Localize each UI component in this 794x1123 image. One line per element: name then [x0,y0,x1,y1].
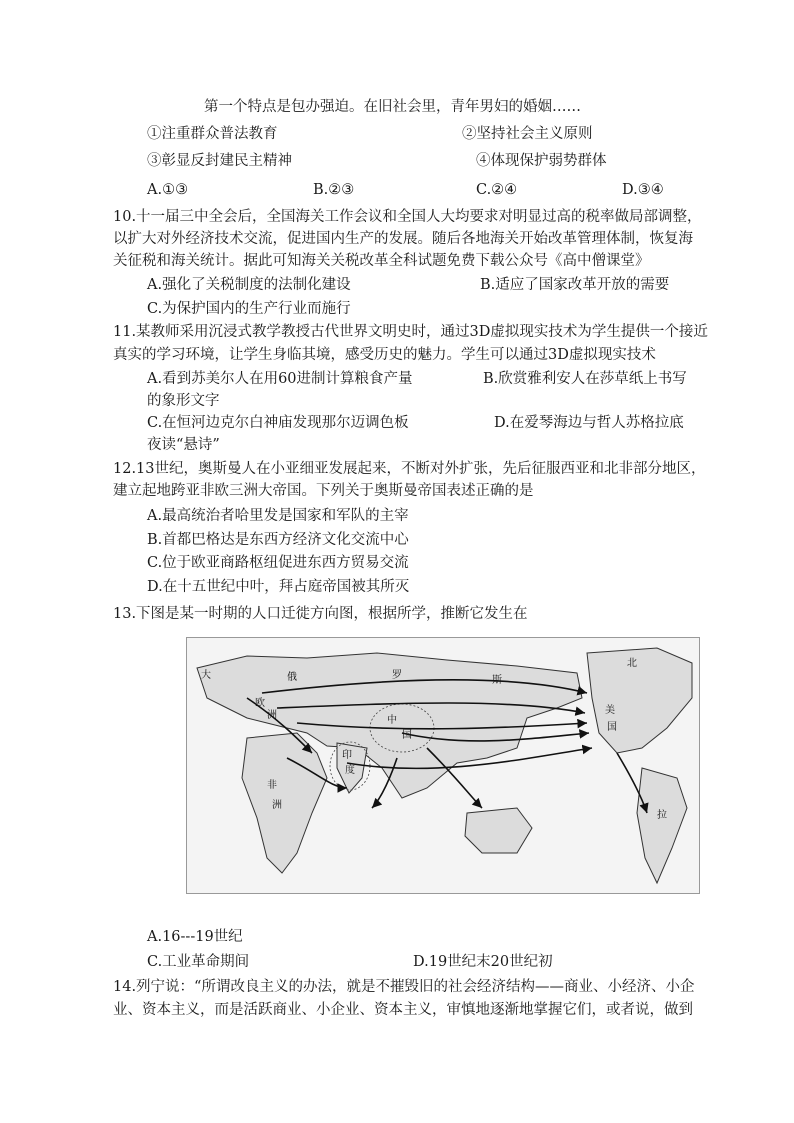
africa-landmass [242,733,327,873]
map-label-guo: 国 [402,730,412,741]
q10-line-3: 关征税和海关统计。据此可知海关关税改革全科试题免费下载公众号《高中僧课堂》 [113,253,650,269]
q9-item-1: ①注重群众普法教育 [147,126,278,142]
map-label-zhou-2: 洲 [272,800,282,811]
q10-choice-a: A.强化了关税制度的法制化建设 [147,277,351,293]
q12-choice-b: B.首都巴格达是东西方经济文化交流中心 [147,532,409,548]
map-label-la: 拉 [657,810,667,821]
map-label-guo-2: 国 [607,722,617,733]
q14-line-2: 业、资本主义，而是活跃商业、小企业、资本主义，审慎地逐渐地掌握它们，或者说，做到 [113,1002,693,1018]
map-label-fei: 非 [267,780,277,791]
q10-line-2: 以扩大对外经济技术交流，促进国内生产的发展。随后各地海关开始改革管理体制，恢复海 [113,231,693,247]
north-america-landmass [587,648,692,753]
q13-choice-a: A.16---19世纪 [147,929,243,945]
q12-choice-c: C.位于欧亚商路枢纽促进东西方贸易交流 [147,555,409,571]
q13-stem: 13.下图是某一时期的人口迁徙方向图，根据所学，推断它发生在 [113,606,528,622]
map-label-zhong: 中 [387,715,397,726]
map-label-luo: 罗 [392,670,402,681]
q10-line-1: 10.十一届三中全会后，全国海关工作会议和全国人大均要求对明显过高的税率做局部调整， [113,209,702,225]
migration-map [186,637,700,894]
q9-item-2: ②坚持社会主义原则 [462,126,593,142]
q9-choice-d: D.③④ [622,182,664,198]
map-label-du: 度 [345,765,355,776]
q9-item-3: ③彰显反封建民主精神 [147,153,292,169]
map-label-bei: 北 [627,658,637,669]
q11-line-2: 真实的学习环境，让学生身临其境，感受历史的魅力。学生可以通过3D虚拟现实技术 [113,347,656,363]
q11-choice-c-cont: 夜读“悬诗” [147,437,220,453]
q9-choice-b: B.②③ [313,182,355,198]
q12-choice-a: A.最高统治者哈里发是国家和军队的主宰 [147,508,409,524]
q10-choice-c: C.为保护国内的生产行业而施行 [147,301,351,317]
q11-choice-b: B.欣赏雅利安人在莎草纸上书写 [483,371,687,387]
q11-choice-c: C.在恒河边克尔白神庙发现那尔迈调色板 [147,415,409,431]
south-america-landmass [637,768,687,883]
q10-choice-b: B.适应了国家改革开放的需要 [480,277,670,293]
q9-item-4: ④体现保护弱势群体 [476,153,607,169]
australia-landmass [465,808,532,853]
q12-line-2: 建立起地跨亚非欧三洲大帝国。下列关于奥斯曼帝国表述正确的是 [113,483,534,499]
q12-choice-d: D.在十五世纪中叶，拜占庭帝国被其所灭 [147,579,410,595]
map-label-mei: 美 [605,705,615,716]
q9-choice-c: C.②④ [476,182,518,198]
q13-choice-c: C.工业革命期间 [147,954,250,970]
map-label-si: 斯 [492,675,502,686]
map-label-da: 大 [201,670,211,681]
map-label-e: 俄 [287,672,297,683]
q11-choice-b-cont: 的象形文字 [147,393,220,409]
q13-choice-d: D.19世纪末20世纪初 [413,954,553,970]
q9-choice-a: A.①③ [147,182,189,198]
intro-line: 第一个特点是包办强迫。在旧社会里，青年男妇的婚姻…… [204,99,581,115]
map-label-yin: 印 [342,750,352,761]
map-label-zhou: 洲 [267,710,277,721]
map-label-ou: 欧 [255,698,265,709]
q11-line-1: 11.某教师采用沉浸式教学教授古代世界文明史时，通过3D虚拟现实技术为学生提供一个接近 [113,324,708,340]
q14-line-1: 14.列宁说：“所谓改良主义的办法，就是不摧毁旧的社会经济结构——商业、小经济、小企 [113,979,695,995]
q11-choice-a: A.看到苏美尔人在用60进制计算粮食产量 [147,371,413,387]
migration-map-svg [187,638,699,893]
q12-line-1: 12.13世纪，奥斯曼人在小亚细亚发展起来，不断对外扩张，先后征服西亚和北非部分地区， [113,461,706,477]
q11-choice-d: D.在爱琴海边与哲人苏格拉底 [494,415,684,431]
